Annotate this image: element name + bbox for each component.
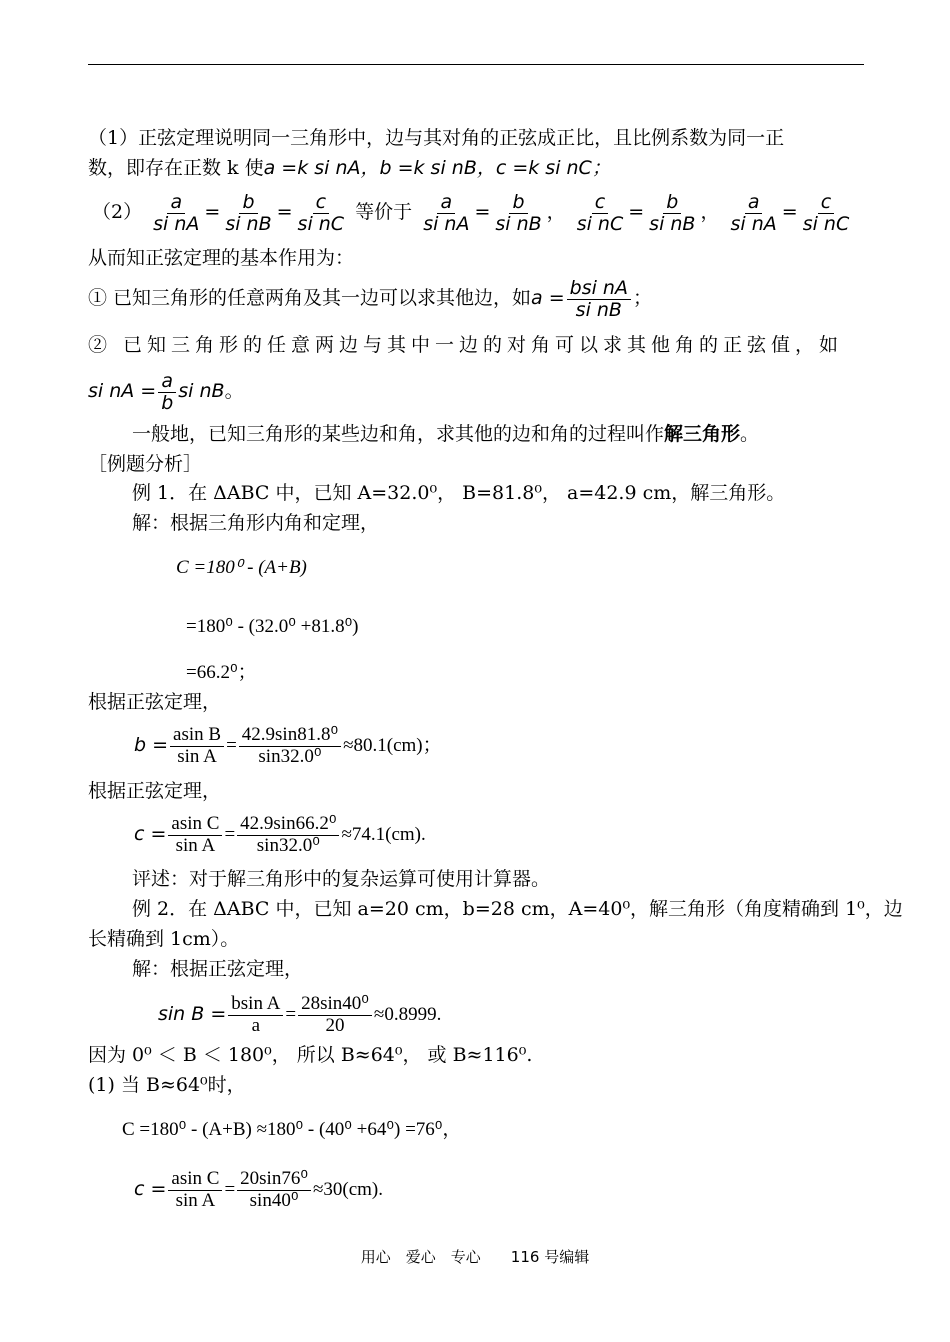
- solution-2: 解：根据正弦定理，: [132, 958, 304, 980]
- section-heading: ［例题分析］: [88, 453, 203, 475]
- para-9: 因为 0⁰ ＜ B ＜ 180⁰， 所以 B≈64⁰， 或 B≈116⁰.: [88, 1044, 533, 1066]
- equation-c-2: =180⁰ - (32.0⁰ +81.8⁰): [186, 616, 359, 637]
- header-rule: [88, 64, 864, 65]
- para-3: 从而知正弦定理的基本作用为：: [88, 247, 355, 269]
- page-footer: 用心 爱心 专心 116 号编辑: [360, 1248, 590, 1266]
- para-4: ① 已知三角形的任意两角及其一边可以求其他边，如a = $\frac{\text{bsi nA}}{\text{si nB}}$ ；: [88, 276, 652, 321]
- equation-b: b = $\frac{\text{asin B}}{\text{sin A}}$ = $\frac{\text{42.9sin81.8⁰}}{\text{sin32.0⁰}}$ ≈80.1(cm)；: [134, 724, 442, 768]
- para-1: （1）正弦定理说明同一三角形中，边与其对角的正弦成正比，且比例系数为同一正: [88, 127, 785, 149]
- equation-c-case1: C =180⁰ - (A+B) ≈180⁰ - (40⁰ +64⁰) =76⁰，: [122, 1119, 462, 1140]
- para-8: 根据正弦定理，: [88, 780, 222, 802]
- para-7: 根据正弦定理，: [88, 691, 222, 713]
- case-1: (1) 当 B≈64⁰时，: [88, 1074, 246, 1096]
- solution-1: 解：根据三角形内角和定理，: [132, 512, 380, 534]
- equation-c-3: =66.2⁰；: [186, 662, 257, 683]
- example-1: 例 1．在 ΔABC 中，已知 A=32.0⁰， B=81.8⁰， a=42.9 cm，解三角形。: [132, 482, 786, 504]
- equation-c-sine: c = $\frac{\text{asin C}}{\text{sin A}}$ = $\frac{\text{42.9sin66.2⁰}}{\text{sin32.0⁰}}$ ≈74.1(cm).: [134, 813, 426, 857]
- para-2-formula: （2） $\frac{a}{\text{si nA}}$ = $\frac{b}{\text{si nB}}$ = $\frac{c}{\text{si nC}}$ 等价于 $\frac{a}{\text{si nA}}$ = $\frac{b}{\text{si nB}}$ ， $\frac{c}{\text{si nC}}$ = $\frac{b}{\text{si nB}}$ ， $\frac{a}{\text{si nA}}$ = $\frac{c}{\text{si nC}}$: [92, 190, 850, 235]
- comment: 评述：对于解三角形中的复杂运算可使用计算器。: [132, 868, 551, 890]
- example-2-cont: 长精确到 1cm）。: [88, 928, 240, 950]
- equation-sinB: sin B = $\frac{\text{bsin A}}{a}$ = $\frac{\text{28sin40⁰}}{20}$ ≈0.8999.: [158, 993, 442, 1037]
- equation-c: C =180⁰ - (A+B): [176, 557, 307, 578]
- example-2: 例 2．在 ΔABC 中，已知 a=20 cm，b=28 cm，A=40⁰，解三角形（角度精确到 1⁰，边: [132, 898, 903, 920]
- para-5: ② 已知三角形的任意两边与其中一边的对角可以求其他角的正弦值，如: [88, 334, 844, 356]
- para-5-cont: si nA = $\frac{a}{b}$ si nB。: [88, 369, 244, 414]
- equation-c-final: c = $\frac{\text{asin C}}{\text{sin A}}$ = $\frac{\text{20sin76⁰}}{\text{sin40⁰}}$ ≈30(cm).: [134, 1168, 383, 1212]
- para-1-cont: 数，即存在正数 k 使a =k si nA，b =k si nB，c =k si nC；: [88, 157, 611, 179]
- para-6: 一般地，已知三角形的某些边和角，求其他的边和角的过程叫作解三角形。: [132, 423, 760, 445]
